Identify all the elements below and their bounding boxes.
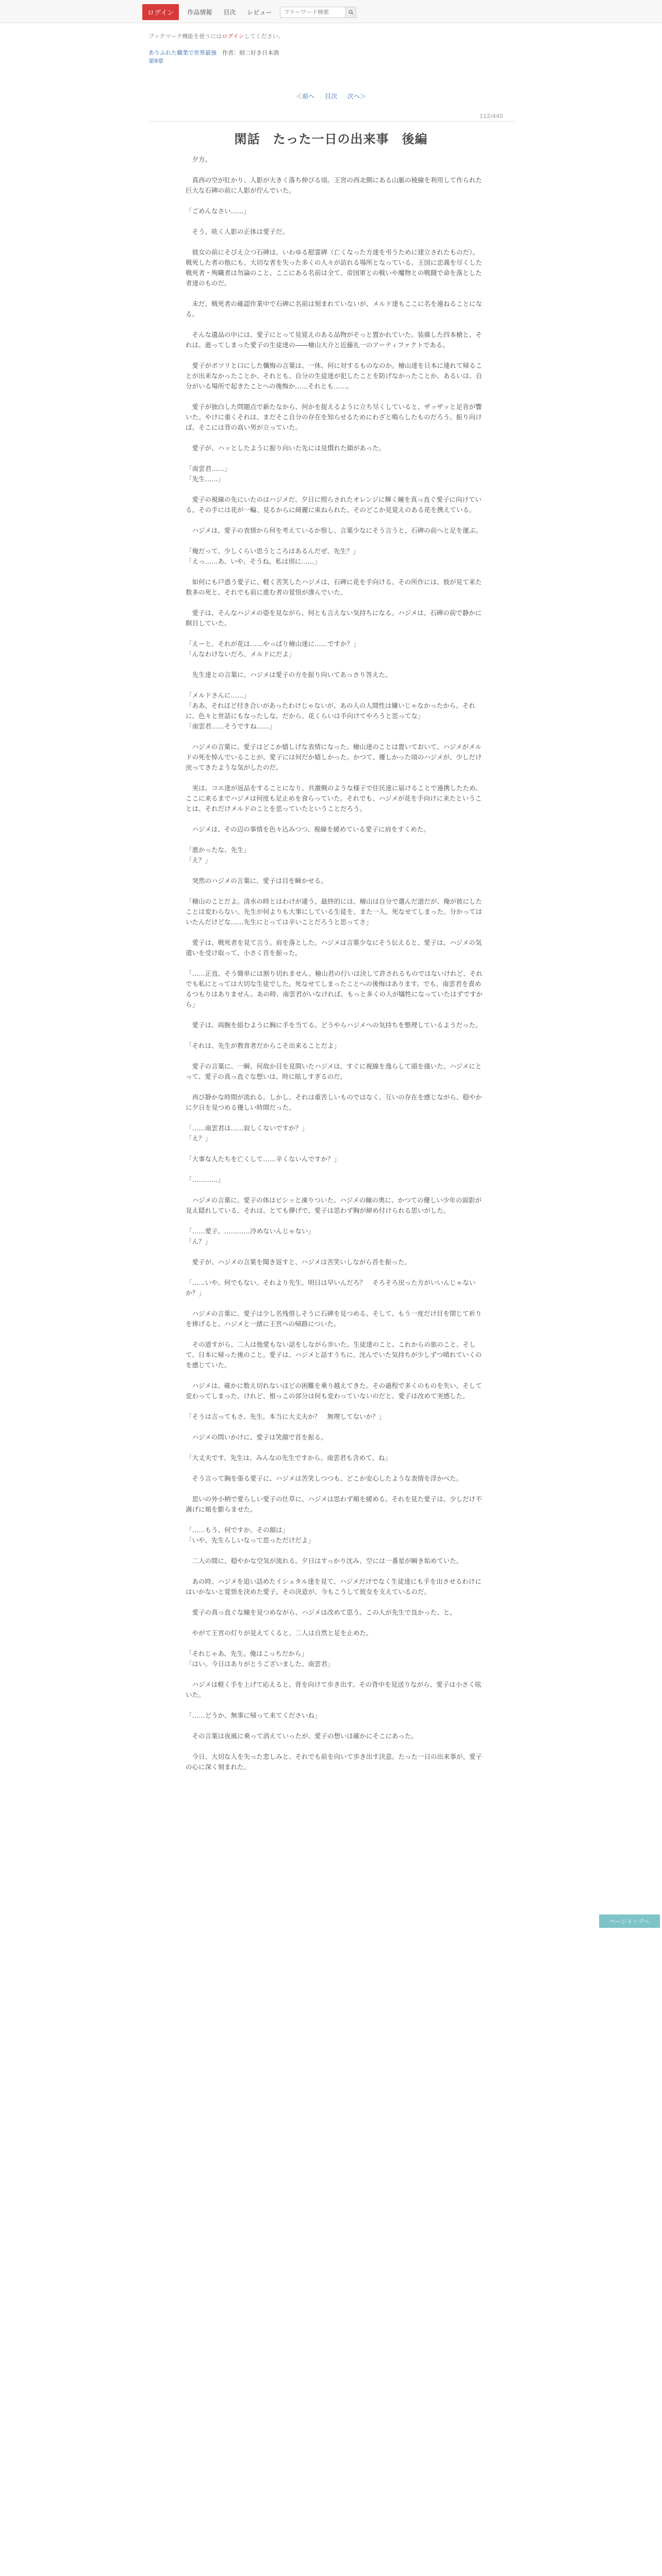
novel-paragraph: 「俺だって、少しくらい思うところはあるんだぜ、先生？」 「えっ……あ、いや、そうね。私は別に……」	[186, 547, 359, 565]
pager-top	[0, 92, 662, 100]
search-input[interactable]	[280, 7, 346, 18]
novel-paragraph: 思いの外小柄で愛らしい愛子の仕草に、ハジメは思わず頬を緩める。それを見た愛子は、少しだけ不満げに頬を膨らませた。	[186, 1495, 482, 1513]
novel-paragraph: 真西の空が紅かり、人影が大きく落ち伸びる頃。王宮の西北側にある山脈の稜線を利用して作られた巨大な石碑の前に人影が佇んでいた。	[186, 176, 483, 194]
divider	[148, 121, 515, 122]
toc-link[interactable]: 目次	[324, 93, 337, 100]
novel-paragraph: 彼女の前にそびえ立つ石碑は、いわゆる慰霊碑（亡くなった方達を弔うために建立されたものだ）。戦死した者の他にも、大切な者を失った多くの人々が訪れる場所となっている。王国に忠義を尽くした戦死者・殉職者は勿論のこと、ここにある名前は全て、帝国軍との戦いや魔物との戦闘で命を落とした者達のものだ。	[186, 248, 483, 287]
novel-paragraph: 先生達との言葉に、ハジメは愛子の方を振り向いてあっさり答えた。	[186, 671, 392, 679]
novel-paragraph: 再び静かな時間が流れる。しかし、それは重苦しいものではなく、互いの存在を感じながら、穏やかに夕日を見つめる優しい時間だった。	[186, 1093, 482, 1111]
novel-paragraph: ハジメの問いかけに、愛子は笑顔で首を振る。	[186, 1433, 327, 1441]
novel-paragraph: 「……愛子、…………冷めないんじゃない」 「ん？」	[186, 1227, 315, 1245]
prev-link[interactable]: ＜前へ	[296, 93, 315, 100]
novel-paragraph: 「大丈夫です。先生は、みんなの先生ですから。南雲君も含めて、ね」	[186, 1454, 391, 1462]
novel-paragraph: ハジメの言葉に、愛子は少し名残惜しそうに石碑を見つめる。そして、もう一度だけ目を閉じて祈りを捧げると、ハジメと一緒に王宮への帰路についた。	[186, 1310, 482, 1328]
novel-paragraph: あの時、ハジメを追い詰めたイシュタル達を見て、ハジメだけでなく生徒達にも手を出させるわけにはいかないと覚悟を決めた愛子。その決意が、今もこうして彼女を支えているのだ。	[186, 1578, 482, 1596]
novel-paragraph: ハジメは、その辺の事情を色々込みつつ、視線を緩めている愛子に肩をすくめた。	[186, 825, 430, 833]
novel-paragraph: 夕方。	[186, 156, 212, 163]
novel-paragraph: 愛子は、戦死者を見て言う。肩を落とした。ハジメは言葉少なにそう伝えると、愛子は、ハジメの気遣いを受け取って、小さく首を振った。	[186, 939, 482, 957]
notice-text: ブックマーク機能を使うには	[148, 33, 222, 40]
novel-paragraph: 愛子は、両腕を組むように胸に手を当てる。どうやらハジメへの気持ちを整理しているようだった。	[186, 1021, 482, 1029]
bookmark-login-notice	[148, 32, 284, 40]
novel-paragraph: 愛子の真っ直ぐな瞳を見つめながら、ハジメは改めて思う。この人が先生で良かった、と。	[186, 1608, 456, 1616]
novel-paragraph: 二人の間に、穏やかな空気が流れる。夕日はすっかり沈み、空には一番星が瞬き始めていた。	[186, 1557, 463, 1565]
nav-work-info[interactable]: 作品情報	[187, 9, 212, 16]
novel-paragraph: 愛子の視線の先にいたのはハジメだ。夕日に照らされたオレンジに輝く瞳を真っ直ぐ愛子に向けている。その手には花が一輪、見るからに綺麗に束ねられた、そのどこか見覚えのある花を携えている。	[186, 496, 482, 514]
novel-paragraph: 今日、大切な人を失った悲しみと、それでも前を向いて歩き出す決意。たった一日の出来事が、愛子の心に深く刻まれた。	[186, 1753, 483, 1771]
novel-paragraph: 「……もう、何ですか、その顔は」 「いや、先生らしいなって思っただけだよ」	[186, 1526, 315, 1544]
novel-paragraph: 「……どうか、無事に帰って来てくださいね」	[186, 1711, 321, 1719]
next-link[interactable]: 次へ＞	[347, 93, 366, 100]
novel-paragraph: 「それは、先生が教育者だからこそ出来ることだよ」	[186, 1042, 341, 1049]
novel-paragraph: 実は、コエ達が返品をすることになり、共激戦のような様子で住民達に届けることで連携したため、ここに来るまでハジメは何度も足止めを食らっていた。それでも、ハジメが花を手向けに来たということは、それだけメルドのことを思っていたということだろう。	[186, 784, 482, 812]
novel-paragraph: 「南雲君……」 「先生……」	[186, 465, 231, 483]
top-header	[0, 0, 662, 23]
novel-paragraph: その言葉は夜風に乗って消えていったが、愛子の想いは確かにそこにあった。	[186, 1732, 418, 1740]
series-title-link[interactable]: ありふれた職業で世界最強	[148, 49, 217, 56]
novel-paragraph: 愛子の言葉に、一瞬、何故か目を見開いたハジメは、すぐに視線を逸らして頭を掻いた。ハジメにとって、愛子の真っ直ぐな想いは、時に眩しすぎるのだ。	[186, 1062, 482, 1080]
novel-paragraph: そんな遺品の中には、愛子にとって見覚えのある品物がそっと置かれていた。装備した四本槍と、それは、逝ってしまった愛子の生徒達の――檜山大介と近藤礼一のアーティファクトである。	[186, 331, 482, 349]
novel-paragraph: 「檜山のことだよ。清水の時とはわけが違う。最終的には、檜山は自分で選んだ道だが、俺が彼にしたことは変わらない。先生が何よりも大事にしている生徒を、また一人、死なせてしまった。分かってはいたんだけどな……先生にとっては辛いことだろうと思ってさ」	[186, 897, 483, 926]
novel-paragraph: 未だ、戦死者の確認作業中で石碑に名前は刻まれていないが、メルド達もここに名を連ねることになる。	[186, 300, 483, 318]
novel-paragraph: 「悪かったな、先生」 「え？」	[186, 846, 251, 864]
novel-paragraph: 「メルドさんに……」 「ああ、それほど付き合いがあったわけじゃないが、あの人の人間性は嫌いじゃなかったから。それに、色々と世話にもなったしな。だから、花くらいは手向けてやろうと思ってな」 「南雲君……そうですね……」	[186, 691, 475, 730]
nav-toc[interactable]: 目次	[223, 9, 236, 16]
author-label: 作者：厨二好き日本酒	[222, 49, 279, 56]
page-top-button[interactable]: ページトップへ	[599, 1914, 660, 1928]
novel-paragraph: 「ごめんなさい……」	[186, 207, 251, 215]
novel-paragraph: ハジメは、愛子の表情から何を考えているか察し、言葉少なにそう言うと、石碑の前へと足を運ぶ。	[186, 527, 482, 534]
nav-review[interactable]: レビュー	[247, 9, 272, 16]
breadcrumb	[148, 49, 509, 65]
novel-paragraph: 「大事な人たちを亡くして……辛くないんですか？」	[186, 1155, 341, 1163]
novel-paragraph: 突然のハジメの言葉に、愛子は目を瞬かせる。	[186, 877, 327, 885]
novel-paragraph: 愛子が、ハッとしたように振り向いた先には見慣れた顔があった。	[186, 444, 386, 452]
chapter-group-link[interactable]: 第9章	[148, 58, 163, 64]
novel-paragraph: 「そうは言ってもさ、先生。本当に大丈夫か？ 無理してないか？」	[186, 1413, 386, 1420]
novel-paragraph: 愛子が独白した問題点で新たなから、何かを捉えるように立ち尽くしていると、ザッザッと足音が響いた。やけに重くそれは、まだそこ自分の存在を知らせるためにわざと鳴らしたものだろう。振り向けば、そこには背の高い男が立っていた。	[186, 403, 482, 431]
login-button[interactable]: ログイン	[142, 4, 179, 20]
novel-paragraph: 愛子がポツリと口にした懺悔の言葉は、一体、何に対するものなのか。檜山達を日本に連れて帰ることが出来なかったことか、それとも、自分の生徒達が犯したことを防げなかったことか、あるいは、自分がいる場所で起きたことへの後悔か……それとも……。	[186, 362, 483, 390]
search-icon	[349, 10, 354, 15]
novel-paragraph: その道すがら、二人は他愛もない話をしながら歩いた。生徒達のこと、これからの旅のこと、そして、日本に帰った後のこと。愛子は、ハジメと話すうちに、沈んでいた気持ちが少しずつ晴れていくのを感じていた。	[186, 1341, 482, 1369]
notice-login-link[interactable]: ログイン	[222, 33, 244, 40]
novel-paragraph: 「えーと、それが花は……やっぱり檜山達に……ですか？」 「んなわけないだろ、メルドにだよ」	[186, 640, 360, 658]
search-button[interactable]	[346, 7, 356, 18]
novel-paragraph: 「…………」	[186, 1176, 225, 1183]
page-count: 112/440	[479, 113, 503, 120]
novel-paragraph: 「……南雲君は……寂しくないですか？」 「え？」	[186, 1124, 308, 1142]
novel-paragraph: 愛子は、そんなハジメの姿を見ながら、何とも言えない気持ちになる。ハジメは、石碑の前で静かに瞑目していた。	[186, 609, 482, 627]
novel-paragraph: ハジメは、確かに数え切れないほどの困難を乗り越えてきた。その過程で多くのものを失い、そして変わってしまった。けれど、根っこの部分は何も変わっていないのだと、愛子は改めて実感した。	[186, 1382, 482, 1400]
novel-paragraph: やがて王宮の灯りが見えてくると、二人は自然と足を止めた。	[186, 1629, 373, 1637]
novel-body	[186, 155, 485, 1783]
novel-paragraph: 「それじゃあ、先生。俺はこっちだから」 「はい。今日はありがとうございました、南雲君」	[186, 1650, 334, 1668]
novel-paragraph: 「……いや、何でもない。それより先生、明日は早いんだろ？ そろそろ戻った方がいいんじゃないか？」	[186, 1279, 476, 1297]
chapter-title: 閑話 たった一日の出来事 後編	[234, 132, 428, 146]
novel-paragraph: 「……正直、そう簡単には割り切れません。檜山君の行いは決して許されるものではないけれど、それでも私にとっては大切な生徒でした。死なせてしまったことへの後悔はあります。でも、南雲君を責めるつもりはありません。あの時、南雲君がいなければ、もっと多くの人が犠牲になっていたはずですから」	[186, 970, 483, 1008]
novel-paragraph: 如何にも戸惑う愛子に、軽く苦笑したハジメは、石碑に花を手向ける。その所作には、彼が見て来た数多の死と、それでも前に進む者の覚悟が滲んでいた。	[186, 578, 482, 596]
notice-text-after: してください。	[244, 33, 284, 40]
novel-paragraph: ハジメは軽く手を上げて応えると、背を向けて歩き出す。その背中を見送りながら、愛子は小さく呟いた。	[186, 1681, 482, 1699]
novel-paragraph: そう言って胸を張る愛子に、ハジメは苦笑しつつも、どこか安心したような表情を浮かべた。	[186, 1475, 463, 1482]
novel-paragraph: 愛子が、ハジメの言葉を聞き返すと、ハジメは苦笑いしながら首を振った。	[186, 1258, 411, 1266]
novel-paragraph: ハジメの言葉に、愛子の体はピシッと凍りついた。ハジメの瞳の奥に、かつての優しい少年の面影が見え隠れしている。それは、とても儚げで、愛子は思わず胸が締め付けられる思いがした。	[186, 1196, 482, 1214]
novel-paragraph: そう、呟く人影の正体は愛子だ。	[186, 228, 289, 235]
novel-paragraph: ハジメの言葉に、愛子はどこか嬉しげな表情になった。檜山達のことは置いておいて、ハジメがメルドの死を悼んでいることが、愛子には何だか嬉しかった。かつて、優しかった頃のハジメが、少しだけ戻ってきたような気がしたのだ。	[186, 743, 482, 771]
